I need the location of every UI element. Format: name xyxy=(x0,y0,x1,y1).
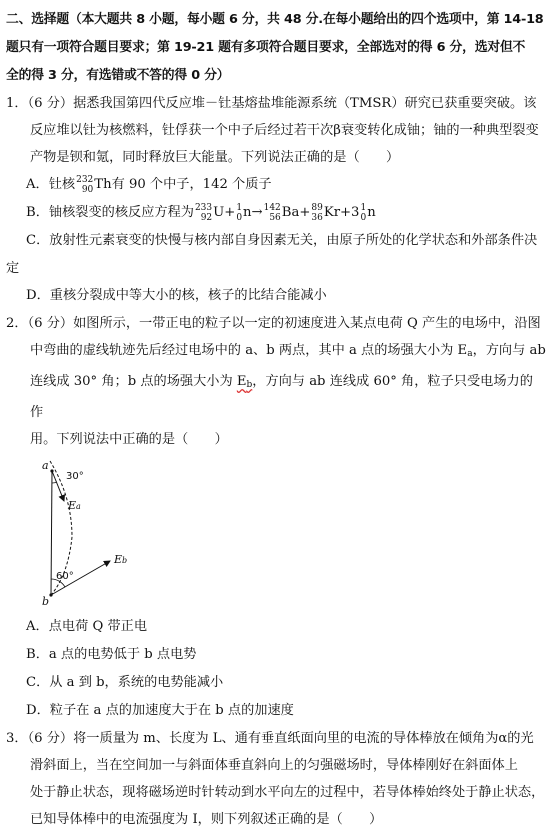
q1-stem-line-1: 1．（6 分）据悉我国第四代反应堆－钍基熔盐堆能源系统（TMSR）研究已获重要突破。该 xyxy=(6,96,537,111)
barium-atomic-number: 56 xyxy=(269,212,281,223)
q2-option-a: A．点电荷 Q 带正电 xyxy=(26,619,148,634)
ea-fig-sub: a xyxy=(76,502,81,511)
q2-stem-line-3-text: 连线成 30° 角；b 点的场强大小为 xyxy=(30,374,237,389)
barium-numbers xyxy=(264,203,281,223)
uranium-numbers xyxy=(195,203,212,223)
neutron-mass-number: 1 xyxy=(236,202,243,213)
neutron-symbol: n→ xyxy=(243,205,263,220)
q1-option-b xyxy=(6,199,546,227)
neutron-charge-number: 0 xyxy=(236,212,243,223)
q1-option-c-line-2: 定 xyxy=(6,261,20,276)
krypton-symbol: Kr+3 xyxy=(323,205,360,220)
q2-option-d: D．粒子在 a 点的加速度大于在 b 点的加速度 xyxy=(26,703,294,718)
neutron-2-mass-number: 1 xyxy=(360,202,367,213)
section-line-3: 全的得 3 分，有选错或不答的得 0 分） xyxy=(6,68,230,83)
label-b: b xyxy=(42,595,50,608)
ea-letter: E xyxy=(68,499,77,512)
eb-letter: E xyxy=(114,553,123,566)
angle-label-30: 30° xyxy=(66,471,84,482)
q2-stem-line-3-end: ，方向与 ab 连线成 60° 角，粒子只受电场力的作 xyxy=(30,374,533,420)
question-3 xyxy=(6,725,546,833)
field-trajectory-figure xyxy=(42,457,162,607)
barium-symbol: Ba+ xyxy=(281,205,311,220)
eb-wavy-term xyxy=(237,374,252,389)
thorium-atomic-number: 90 xyxy=(81,184,94,195)
eb-subscript: b xyxy=(246,380,253,390)
neutron-numbers xyxy=(236,203,242,223)
thorium-symbol: Th xyxy=(94,177,112,192)
question-2 xyxy=(6,310,546,725)
label-eb xyxy=(114,553,127,566)
q2-option-c: C．从 a 到 b，系统的电势能减小 xyxy=(26,675,224,690)
neutron-2-numbers xyxy=(360,203,366,223)
q3-stem-line-1: 3．（6 分）将一质量为 m、长度为 L、通有垂直纸面向里的电流的导体棒放在倾角为α的光 xyxy=(6,731,534,746)
section-line-1: 二、选择题（本大题共 8 小题，每小题 6 分，共 48 分.在每小题给出的四个选项中，第 14-18 xyxy=(6,12,544,27)
question-1 xyxy=(6,90,546,310)
krypton-atomic-number: 36 xyxy=(311,212,323,223)
trajectory-diagram xyxy=(42,457,162,607)
uranium-atomic-number: 92 xyxy=(200,212,213,223)
section-line-2: 题只有一项符合题目要求；第 19-21 题有多项符合题目要求，全部选对的得 6 分，选对但不 xyxy=(6,40,526,55)
eb-fig-sub: b xyxy=(122,556,128,565)
krypton-mass-number: 89 xyxy=(311,202,323,213)
q2-stem-line-2 xyxy=(6,337,546,368)
krypton-numbers xyxy=(311,203,322,223)
q1-option-a-prefix: A．钍核 xyxy=(26,177,76,192)
q1-option-d: D．重核分裂成中等大小的核，核子的比结合能减小 xyxy=(26,288,327,303)
point-b xyxy=(49,593,52,596)
q2-option-b: B．a 点的电势低于 b 点电势 xyxy=(26,647,197,662)
q2-stem-line-1: 2．（6 分）如图所示，一带正电的粒子以一定的初速度进入某点电荷 Q 产生的电场中，沿图 xyxy=(6,316,541,331)
q2-stem-line-3 xyxy=(6,368,546,426)
uranium-mass-number: 233 xyxy=(194,202,213,213)
uranium-symbol: U+ xyxy=(213,205,236,220)
q3-stem-line-4: 已知导体棒中的电流强度为 I，则下列叙述正确的是（ ） xyxy=(30,812,383,827)
eb-symbol: E xyxy=(236,374,247,389)
ab-line xyxy=(51,471,52,595)
ea-subscript: a xyxy=(467,349,473,359)
q1-option-a-text: 有 90 个中子，142 个质子 xyxy=(111,177,272,192)
angle-label-60: 60° xyxy=(56,571,74,582)
barium-mass-number: 142 xyxy=(263,202,281,213)
neutron-2-charge-number: 0 xyxy=(360,212,367,223)
q2-stem-line-4: 用。下列说法中正确的是（ ） xyxy=(30,432,228,447)
q3-stem-line-3: 处于静止状态，现将磁场逆时针转动到水平向左的过程中，若导体棒始终处于静止状态， xyxy=(30,785,545,800)
q2-stem-line-2-end: ，方向与 ab xyxy=(472,343,546,358)
q1-option-a xyxy=(6,171,546,199)
section-header xyxy=(6,6,546,90)
label-a: a xyxy=(42,459,49,472)
thorium-nuclide-numbers xyxy=(76,175,93,195)
q1-stem-line-2: 反应堆以钍为核燃料，钍俘获一个中子后经过若干次β衰变转化成铀；铀的一种典型裂变 xyxy=(30,123,539,138)
q1-option-b-prefix: B．铀核裂变的核反应方程为 xyxy=(26,205,194,220)
label-ea xyxy=(68,499,81,512)
q2-stem-line-2-text: 中弯曲的虚线轨迹先后经过电场中的 a、b 两点，其中 a 点的场强大小为 E xyxy=(30,343,468,358)
point-a xyxy=(50,469,53,472)
q1-stem-line-3: 产物是钡和氪，同时释放巨大能量。下列说法正确的是（ ） xyxy=(30,150,400,165)
q1-option-c-line-1: C．放射性元素衰变的快慢与核内部自身因素无关，由原子所处的化学状态和外部条件决 xyxy=(26,233,538,248)
q3-stem-line-2: 滑斜面上，当在空间加一与斜面体垂直斜向上的匀强磁场时，导体棒刚好在斜面体上 xyxy=(30,758,518,773)
neutron-2-symbol: n xyxy=(367,205,376,220)
thorium-mass-number: 232 xyxy=(76,174,94,185)
